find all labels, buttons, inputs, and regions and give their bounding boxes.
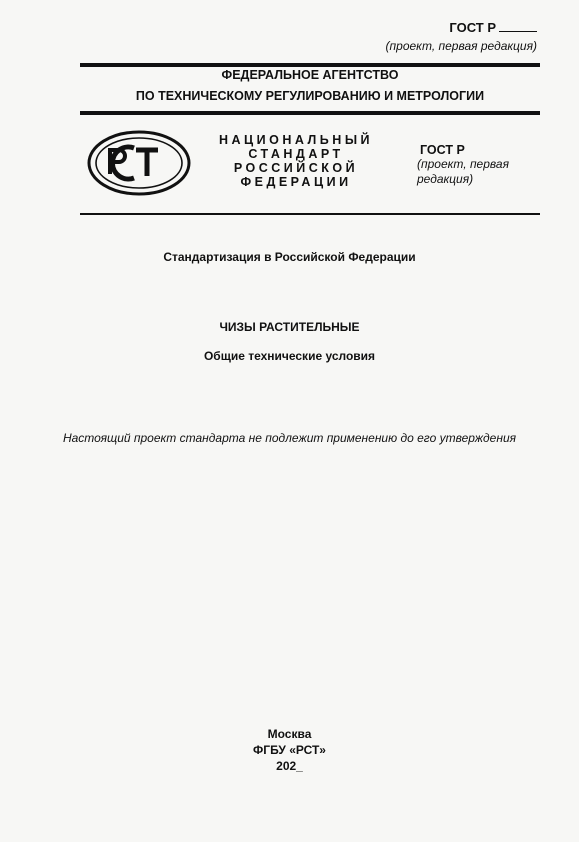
national-line-1: НАЦИОНАЛЬНЫЙ (218, 133, 374, 147)
imprint-publisher: ФГБУ «РСТ» (253, 743, 326, 757)
side-edition-status: (проект, первая редакция) (417, 157, 509, 186)
side-standard-code: ГОСТ Р (420, 143, 465, 157)
code-number-blank (499, 21, 537, 32)
series-title: Стандартизация в Российской Федерации (163, 250, 416, 264)
top-standard-code-text: ГОСТ Р (449, 20, 496, 35)
rst-logo-icon (86, 128, 192, 198)
document-subtitle: Общие технические условия (203, 349, 376, 363)
top-edition-status: (проект, первая редакция) (385, 39, 537, 53)
bottom-rule (80, 213, 540, 215)
middle-thick-rule (80, 111, 540, 115)
national-line-2: СТАНДАРТ (248, 147, 344, 161)
agency-line-2: ПО ТЕХНИЧЕСКОМУ РЕГУЛИРОВАНИЮ И МЕТРОЛОГИИ (135, 89, 485, 103)
imprint-year: 202_ (276, 759, 303, 773)
top-standard-code (449, 20, 537, 35)
top-thick-rule (80, 63, 540, 67)
national-line-4: ФЕДЕРАЦИИ (240, 175, 352, 189)
national-line-3: РОССИЙСКОЙ (233, 161, 359, 175)
draft-notice: Настоящий проект стандарта не подлежит применению до его утверждения (62, 431, 517, 445)
agency-line-1: ФЕДЕРАЛЬНОЕ АГЕНТСТВО (221, 68, 399, 82)
document-title: ЧИЗЫ РАСТИТЕЛЬНЫЕ (219, 320, 360, 334)
imprint-city: Москва (267, 727, 312, 741)
